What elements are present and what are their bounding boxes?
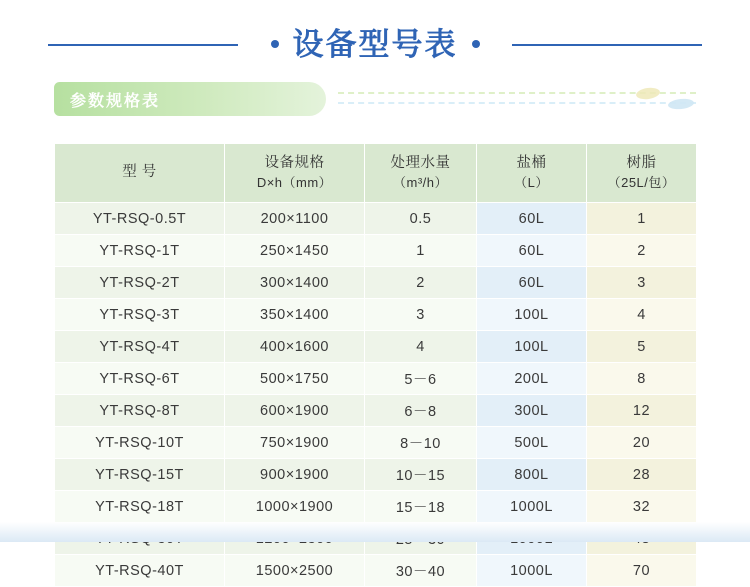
- table-cell: 20: [587, 427, 697, 459]
- table-row: [55, 491, 697, 523]
- table-cell: 1000L: [477, 491, 587, 523]
- table-cell: 12: [587, 395, 697, 427]
- table-cell: 200×1100: [225, 203, 365, 235]
- table-cell: 70: [587, 555, 697, 587]
- column-header-size-line1: 设备规格: [264, 155, 325, 172]
- table-cell: YT-RSQ-15T: [55, 459, 225, 491]
- section-band: [54, 82, 696, 116]
- bullet-dot-icon-left: [271, 40, 279, 48]
- table-cell: 400×1600: [225, 331, 365, 363]
- column-header-flow-line2: （m³/h）: [392, 175, 448, 190]
- table-cell: 60L: [477, 267, 587, 299]
- table-cell: 800L: [477, 459, 587, 491]
- table-cell: 2: [587, 235, 697, 267]
- column-header-resin-line1: 树脂: [626, 155, 657, 172]
- table-cell: YT-RSQ-8T: [55, 395, 225, 427]
- table-cell: YT-RSQ-2T: [55, 267, 225, 299]
- column-header-salt-tank-line2: （L）: [514, 175, 549, 190]
- table-cell: 28: [587, 459, 697, 491]
- table-cell: 500×1750: [225, 363, 365, 395]
- column-header-resin-line2: （25L/包）: [607, 175, 676, 190]
- dash-line-bottom: [338, 102, 696, 104]
- table-cell: 100L: [477, 299, 587, 331]
- table-cell: 8－10: [365, 427, 477, 459]
- table-cell: 60L: [477, 203, 587, 235]
- bottom-gradient-strip: [0, 522, 750, 542]
- table-cell: 250×1450: [225, 235, 365, 267]
- table-cell: YT-RSQ-1T: [55, 235, 225, 267]
- table-row: [55, 235, 697, 267]
- spec-table: [54, 143, 697, 587]
- table-row: [55, 555, 697, 587]
- column-header-model: [55, 144, 225, 203]
- table-cell: 500L: [477, 427, 587, 459]
- table-row: [55, 267, 697, 299]
- table-cell: YT-RSQ-4T: [55, 331, 225, 363]
- column-header-flow: [365, 144, 477, 203]
- table-cell: 750×1900: [225, 427, 365, 459]
- table-cell: 3: [587, 267, 697, 299]
- table-cell: YT-RSQ-6T: [55, 363, 225, 395]
- table-cell: 2: [365, 267, 477, 299]
- table-cell: 1: [365, 235, 477, 267]
- table-cell: 60L: [477, 235, 587, 267]
- table-cell: YT-RSQ-0.5T: [55, 203, 225, 235]
- column-header-salt-tank: [477, 144, 587, 203]
- table-row: [55, 331, 697, 363]
- table-cell: 30－40: [365, 555, 477, 587]
- section-tab: [54, 82, 326, 116]
- table-cell: 1000L: [477, 555, 587, 587]
- table-cell: 5－6: [365, 363, 477, 395]
- page-title: 设备型号表: [292, 26, 458, 62]
- table-row: [55, 459, 697, 491]
- table-cell: 8: [587, 363, 697, 395]
- table-cell: 100L: [477, 331, 587, 363]
- table-cell: 1: [587, 203, 697, 235]
- table-cell: 6－8: [365, 395, 477, 427]
- column-header-size-line2: D×h（mm）: [256, 175, 333, 190]
- section-decorative-dashes: [338, 90, 696, 112]
- table-row: [55, 203, 697, 235]
- table-cell: 0.5: [365, 203, 477, 235]
- table-row: [55, 299, 697, 331]
- table-cell: 300L: [477, 395, 587, 427]
- table-cell: 5: [587, 331, 697, 363]
- table-cell: 4: [587, 299, 697, 331]
- table-cell: 3: [365, 299, 477, 331]
- table-row: [55, 395, 697, 427]
- table-cell: 1500×2500: [225, 555, 365, 587]
- column-header-resin: [587, 144, 697, 203]
- table-cell: 32: [587, 491, 697, 523]
- section-tab-label: 参数规格表: [70, 92, 161, 110]
- table-cell: YT-RSQ-40T: [55, 555, 225, 587]
- table-cell: 350×1400: [225, 299, 365, 331]
- table-cell: 200L: [477, 363, 587, 395]
- table-head: [55, 144, 697, 203]
- table-cell: 10－15: [365, 459, 477, 491]
- spec-table-wrapper: [54, 143, 696, 587]
- column-header-model-line1: 型 号: [122, 164, 157, 181]
- column-header-flow-line1: 处理水量: [390, 155, 451, 172]
- table-cell: 4: [365, 331, 477, 363]
- bullet-dot-icon-right: [472, 40, 480, 48]
- page-title-row: [0, 18, 750, 70]
- table-cell: YT-RSQ-10T: [55, 427, 225, 459]
- table-cell: YT-RSQ-3T: [55, 299, 225, 331]
- decorative-blob-yellow: [635, 86, 660, 100]
- table-cell: 1000×1900: [225, 491, 365, 523]
- column-header-salt-tank-line1: 盐桶: [516, 155, 547, 172]
- table-header-row: [55, 144, 697, 203]
- table-row: [55, 427, 697, 459]
- table-cell: YT-RSQ-18T: [55, 491, 225, 523]
- table-cell: 900×1900: [225, 459, 365, 491]
- table-cell: 300×1400: [225, 267, 365, 299]
- table-cell: 15－18: [365, 491, 477, 523]
- table-cell: 600×1900: [225, 395, 365, 427]
- column-header-size: [225, 144, 365, 203]
- decorative-blob-blue: [668, 98, 695, 111]
- table-row: [55, 363, 697, 395]
